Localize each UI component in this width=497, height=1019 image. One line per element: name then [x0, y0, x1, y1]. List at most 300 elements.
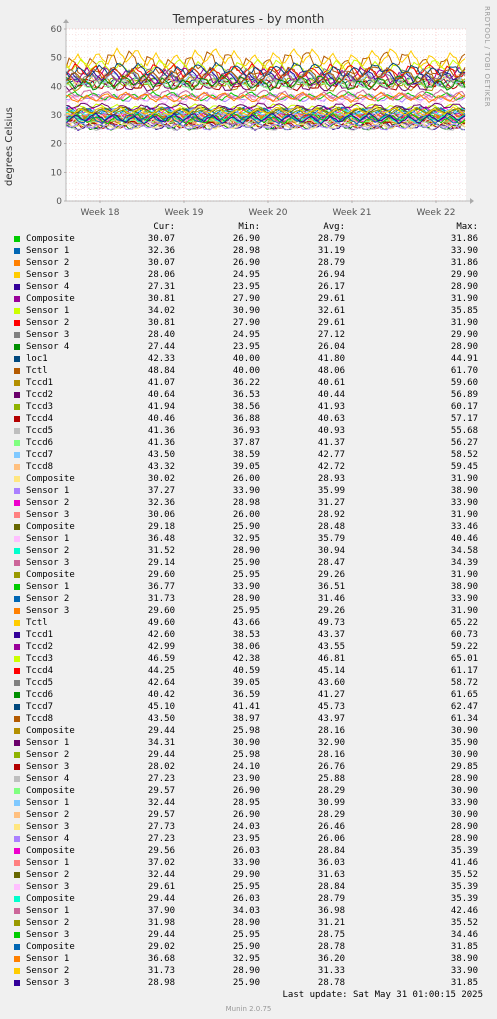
legend-series-name: Sensor 3 [26, 930, 70, 940]
legend-avg-value: 31.33 [317, 966, 345, 976]
legend-series-name: Sensor 4 [26, 774, 70, 784]
legend-series-name: Sensor 3 [26, 330, 70, 340]
legend-avg-value: 42.77 [317, 450, 345, 460]
legend-min-value: 25.95 [232, 606, 260, 616]
legend-min-value: 25.95 [232, 930, 260, 940]
legend-min-value: 40.59 [232, 666, 260, 676]
legend-avg-value: 28.29 [317, 810, 345, 820]
legend-swatch [14, 872, 20, 878]
legend-row [0, 306, 497, 318]
legend-min-value: 26.90 [232, 234, 260, 244]
y-axis-label: degrees Celsius [4, 107, 15, 186]
legend-swatch [14, 548, 20, 554]
legend-avg-value: 28.75 [317, 930, 345, 940]
legend-min-value: 25.95 [232, 570, 260, 580]
legend-max-value: 31.85 [450, 978, 478, 988]
legend-row [0, 282, 497, 294]
legend-row [0, 486, 497, 498]
legend-cur-value: 36.77 [147, 582, 175, 592]
legend-swatch [14, 488, 20, 494]
legend-swatch [14, 860, 20, 866]
legend-cur-value: 37.02 [147, 858, 175, 868]
legend-min-value: 28.90 [232, 966, 260, 976]
legend-series-name: Composite [26, 522, 75, 532]
legend-max-value: 38.90 [450, 582, 478, 592]
legend-avg-value: 25.88 [317, 774, 345, 784]
legend-cur-value: 42.60 [147, 630, 175, 640]
legend-swatch [14, 680, 20, 686]
legend-avg-value: 28.78 [317, 942, 345, 952]
legend-series-name: Composite [26, 474, 75, 484]
legend-swatch [14, 404, 20, 410]
legend-swatch [14, 572, 20, 578]
legend-avg-value: 28.29 [317, 786, 345, 796]
legend-swatch [14, 536, 20, 542]
legend-series-name: Tccd3 [26, 402, 54, 412]
legend-min-value: 28.98 [232, 246, 260, 256]
legend-cur-value: 29.18 [147, 522, 175, 532]
legend-series-name: Sensor 1 [26, 858, 70, 868]
legend-row [0, 438, 497, 450]
legend-series-name: Sensor 1 [26, 738, 70, 748]
legend-cur-value: 37.90 [147, 906, 175, 916]
legend-row [0, 630, 497, 642]
legend-max-value: 28.90 [450, 282, 478, 292]
legend-row [0, 894, 497, 906]
legend-swatch [14, 656, 20, 662]
legend-series-name: Composite [26, 570, 75, 580]
legend-series-name: Sensor 3 [26, 558, 70, 568]
legend-avg-value: 28.16 [317, 750, 345, 760]
legend-min-value: 32.95 [232, 534, 260, 544]
legend-swatch [14, 272, 20, 278]
legend-series-name: Sensor 1 [26, 954, 70, 964]
legend-swatch [14, 716, 20, 722]
legend-swatch [14, 836, 20, 842]
legend-swatch [14, 320, 20, 326]
legend-max-value: 38.90 [450, 486, 478, 496]
legend-series-name: Sensor 2 [26, 318, 70, 328]
column-header-max: Max: [456, 222, 478, 232]
legend-min-value: 24.03 [232, 822, 260, 832]
legend-min-value: 25.90 [232, 942, 260, 952]
legend-min-value: 33.90 [232, 582, 260, 592]
legend-cur-value: 27.23 [147, 774, 175, 784]
legend-row [0, 354, 497, 366]
legend-swatch [14, 956, 20, 962]
munin-version: Munin 2.0.75 [225, 1005, 272, 1013]
legend-row [0, 462, 497, 474]
legend-cur-value: 30.07 [147, 258, 175, 268]
legend-cur-value: 42.33 [147, 354, 175, 364]
legend-swatch [14, 560, 20, 566]
legend-max-value: 42.46 [450, 906, 478, 916]
legend-swatch [14, 800, 20, 806]
legend-series-name: Sensor 2 [26, 918, 70, 928]
legend-swatch [14, 476, 20, 482]
legend-series-name: Sensor 2 [26, 498, 70, 508]
legend-avg-value: 28.79 [317, 234, 345, 244]
legend-series-name: Sensor 1 [26, 582, 70, 592]
legend-min-value: 26.03 [232, 894, 260, 904]
legend-max-value: 33.90 [450, 966, 478, 976]
legend-max-value: 35.52 [450, 870, 478, 880]
legend-row [0, 582, 497, 594]
legend-swatch [14, 500, 20, 506]
legend-avg-value: 27.12 [317, 330, 345, 340]
legend-min-value: 30.90 [232, 738, 260, 748]
legend-row [0, 534, 497, 546]
legend-series-name: Tccd8 [26, 462, 54, 472]
legend-cur-value: 40.42 [147, 690, 175, 700]
legend-cur-value: 27.44 [147, 342, 175, 352]
legend-min-value: 25.98 [232, 750, 260, 760]
legend-swatch [14, 776, 20, 782]
x-axis-arrow [470, 198, 474, 204]
legend-min-value: 41.41 [232, 702, 260, 712]
legend-swatch [14, 284, 20, 290]
legend-series-name: Tccd5 [26, 426, 54, 436]
legend-avg-value: 29.26 [317, 606, 345, 616]
legend-min-value: 25.90 [232, 558, 260, 568]
legend-avg-value: 31.46 [317, 594, 345, 604]
legend-swatch [14, 908, 20, 914]
legend-row [0, 426, 497, 438]
legend-swatch [14, 752, 20, 758]
legend-cur-value: 32.44 [147, 798, 175, 808]
legend-series-name: Tccd4 [26, 666, 54, 676]
legend-cur-value: 27.23 [147, 834, 175, 844]
legend-avg-value: 35.79 [317, 534, 345, 544]
legend-max-value: 31.90 [450, 570, 478, 580]
legend-series-name: Tccd2 [26, 390, 54, 400]
legend-swatch [14, 848, 20, 854]
legend-avg-value: 28.79 [317, 258, 345, 268]
legend-cur-value: 29.14 [147, 558, 175, 568]
legend-max-value: 31.90 [450, 294, 478, 304]
legend-swatch [14, 884, 20, 890]
legend-max-value: 65.01 [450, 654, 478, 664]
legend-cur-value: 32.36 [147, 498, 175, 508]
legend-series-name: Tccd7 [26, 450, 54, 460]
legend-row [0, 258, 497, 270]
legend-cur-value: 29.44 [147, 750, 175, 760]
legend-cur-value: 28.02 [147, 762, 175, 772]
legend-series-name: Sensor 2 [26, 750, 70, 760]
legend-max-value: 29.85 [450, 762, 478, 772]
legend-swatch [14, 596, 20, 602]
legend-max-value: 31.90 [450, 474, 478, 484]
legend-row [0, 762, 497, 774]
legend-max-value: 44.91 [450, 354, 478, 364]
legend-series-name: Sensor 1 [26, 486, 70, 496]
legend-swatch [14, 968, 20, 974]
legend-row [0, 294, 497, 306]
legend-cur-value: 29.44 [147, 930, 175, 940]
legend-cur-value: 29.57 [147, 810, 175, 820]
legend-avg-value: 29.61 [317, 318, 345, 328]
legend-min-value: 26.90 [232, 786, 260, 796]
legend-series-name: Tccd5 [26, 678, 54, 688]
legend-series-name: Sensor 3 [26, 510, 70, 520]
legend-min-value: 42.38 [232, 654, 260, 664]
y-tick-label: 0 [56, 197, 62, 207]
legend-swatch [14, 788, 20, 794]
legend-cur-value: 30.02 [147, 474, 175, 484]
last-update: Last update: Sat May 31 01:00:15 2025 [282, 990, 483, 1000]
legend-row [0, 690, 497, 702]
legend-max-value: 65.22 [450, 618, 478, 628]
legend-avg-value: 28.78 [317, 978, 345, 988]
legend-min-value: 27.90 [232, 318, 260, 328]
legend-max-value: 30.90 [450, 786, 478, 796]
legend-cur-value: 43.50 [147, 450, 175, 460]
legend-max-value: 30.90 [450, 726, 478, 736]
legend-min-value: 28.90 [232, 918, 260, 928]
legend-row [0, 654, 497, 666]
legend-min-value: 40.00 [232, 366, 260, 376]
legend-min-value: 38.53 [232, 630, 260, 640]
rrdtool-watermark: RRDTOOL / TOBI OETIKER [483, 6, 491, 108]
legend-cur-value: 29.44 [147, 894, 175, 904]
legend-series-name: Composite [26, 234, 75, 244]
legend-series-name: Sensor 3 [26, 822, 70, 832]
legend-avg-value: 32.90 [317, 738, 345, 748]
legend-max-value: 38.90 [450, 954, 478, 964]
legend-max-value: 28.90 [450, 774, 478, 784]
legend-min-value: 38.56 [232, 402, 260, 412]
legend-max-value: 30.90 [450, 750, 478, 760]
x-tick-label: Week 20 [248, 208, 288, 215]
legend-cur-value: 31.98 [147, 918, 175, 928]
legend-row [0, 558, 497, 570]
legend-row [0, 726, 497, 738]
legend-avg-value: 26.06 [317, 834, 345, 844]
legend-cur-value: 45.10 [147, 702, 175, 712]
legend-cur-value: 30.06 [147, 510, 175, 520]
legend-swatch [14, 584, 20, 590]
legend-cur-value: 43.50 [147, 714, 175, 724]
legend-row [0, 846, 497, 858]
legend-series-name: Tccd7 [26, 702, 54, 712]
legend-max-value: 28.90 [450, 342, 478, 352]
legend-avg-value: 36.20 [317, 954, 345, 964]
legend-series-name: Sensor 4 [26, 834, 70, 844]
legend-avg-value: 42.72 [317, 462, 345, 472]
legend-row [0, 402, 497, 414]
legend-series-name: Sensor 4 [26, 342, 70, 352]
legend-avg-value: 31.21 [317, 918, 345, 928]
legend-min-value: 33.90 [232, 858, 260, 868]
legend-cur-value: 46.59 [147, 654, 175, 664]
legend-max-value: 33.90 [450, 498, 478, 508]
legend-row [0, 414, 497, 426]
legend-swatch [14, 380, 20, 386]
legend-row [0, 522, 497, 534]
legend-series-name: Sensor 2 [26, 546, 70, 556]
legend-row [0, 882, 497, 894]
legend-max-value: 31.90 [450, 510, 478, 520]
legend-avg-value: 28.84 [317, 846, 345, 856]
legend-avg-value: 31.63 [317, 870, 345, 880]
legend-series-name: Sensor 3 [26, 270, 70, 280]
legend-max-value: 29.90 [450, 270, 478, 280]
legend-cur-value: 28.40 [147, 330, 175, 340]
legend-swatch [14, 728, 20, 734]
legend-cur-value: 28.06 [147, 270, 175, 280]
legend-row [0, 702, 497, 714]
legend-cur-value: 36.48 [147, 534, 175, 544]
legend-cur-value: 27.31 [147, 282, 175, 292]
legend-avg-value: 41.93 [317, 402, 345, 412]
legend-avg-value: 40.63 [317, 414, 345, 424]
legend-min-value: 23.95 [232, 342, 260, 352]
legend-avg-value: 28.84 [317, 882, 345, 892]
legend-series-name: Sensor 3 [26, 762, 70, 772]
legend-avg-value: 28.47 [317, 558, 345, 568]
legend-max-value: 61.17 [450, 666, 478, 676]
legend-cur-value: 36.68 [147, 954, 175, 964]
legend-row [0, 666, 497, 678]
legend-cur-value: 41.36 [147, 438, 175, 448]
legend-max-value: 35.52 [450, 918, 478, 928]
legend-max-value: 57.17 [450, 414, 478, 424]
legend-min-value: 26.00 [232, 474, 260, 484]
column-header-avg: Avg: [323, 222, 345, 232]
legend-row [0, 270, 497, 282]
legend-row [0, 378, 497, 390]
legend-series-name: Tccd4 [26, 414, 54, 424]
legend-max-value: 34.39 [450, 558, 478, 568]
legend-avg-value: 32.61 [317, 306, 345, 316]
column-header-min: Min: [238, 222, 260, 232]
legend-min-value: 36.93 [232, 426, 260, 436]
legend-swatch [14, 944, 20, 950]
legend-series-name: Sensor 2 [26, 870, 70, 880]
legend-row [0, 786, 497, 798]
legend-max-value: 31.90 [450, 606, 478, 616]
legend-row [0, 678, 497, 690]
legend-max-value: 33.90 [450, 594, 478, 604]
legend-row [0, 966, 497, 978]
legend-max-value: 31.86 [450, 234, 478, 244]
legend-series-name: Composite [26, 942, 75, 952]
legend-avg-value: 43.55 [317, 642, 345, 652]
legend-swatch [14, 296, 20, 302]
legend-swatch [14, 920, 20, 926]
legend-max-value: 29.90 [450, 330, 478, 340]
legend-min-value: 28.90 [232, 546, 260, 556]
legend-cur-value: 29.60 [147, 570, 175, 580]
legend-series-name: Sensor 2 [26, 810, 70, 820]
legend-min-value: 24.10 [232, 762, 260, 772]
legend-min-value: 34.03 [232, 906, 260, 916]
y-tick-label: 40 [50, 82, 62, 93]
legend-cur-value: 40.46 [147, 414, 175, 424]
legend-series-name: Tccd6 [26, 690, 54, 700]
legend-min-value: 36.22 [232, 378, 260, 388]
legend-cur-value: 43.32 [147, 462, 175, 472]
legend-cur-value: 31.73 [147, 594, 175, 604]
legend-series-name: Sensor 3 [26, 606, 70, 616]
legend-min-value: 40.00 [232, 354, 260, 364]
legend-cur-value: 27.73 [147, 822, 175, 832]
legend-max-value: 33.46 [450, 522, 478, 532]
legend-max-value: 31.90 [450, 318, 478, 328]
legend-avg-value: 31.19 [317, 246, 345, 256]
legend-min-value: 23.95 [232, 834, 260, 844]
legend-series-name: Composite [26, 294, 75, 304]
legend-row [0, 366, 497, 378]
legend-row [0, 870, 497, 882]
legend-swatch [14, 452, 20, 458]
legend-max-value: 55.68 [450, 426, 478, 436]
legend-cur-value: 31.73 [147, 966, 175, 976]
legend-series-name: Tctl [26, 618, 48, 628]
legend-min-value: 36.88 [232, 414, 260, 424]
legend-row [0, 510, 497, 522]
legend-swatch [14, 608, 20, 614]
legend-swatch [14, 620, 20, 626]
legend-min-value: 26.03 [232, 846, 260, 856]
legend-cur-value: 32.44 [147, 870, 175, 880]
legend-cur-value: 42.64 [147, 678, 175, 688]
legend-min-value: 26.00 [232, 510, 260, 520]
legend-cur-value: 29.61 [147, 882, 175, 892]
legend-min-value: 23.95 [232, 282, 260, 292]
legend-series-name: Composite [26, 786, 75, 796]
legend-min-value: 30.90 [232, 306, 260, 316]
legend-swatch [14, 704, 20, 710]
legend-row [0, 906, 497, 918]
legend-cur-value: 29.60 [147, 606, 175, 616]
legend-swatch [14, 260, 20, 266]
legend-avg-value: 36.98 [317, 906, 345, 916]
legend-row [0, 390, 497, 402]
legend-max-value: 59.60 [450, 378, 478, 388]
legend-series-name: Sensor 1 [26, 306, 70, 316]
legend-cur-value: 30.81 [147, 294, 175, 304]
legend-cur-value: 49.60 [147, 618, 175, 628]
legend-row [0, 606, 497, 618]
legend-cur-value: 44.25 [147, 666, 175, 676]
legend-min-value: 23.90 [232, 774, 260, 784]
legend-max-value: 59.22 [450, 642, 478, 652]
legend-row [0, 342, 497, 354]
legend-swatch [14, 416, 20, 422]
legend-avg-value: 29.26 [317, 570, 345, 580]
legend-max-value: 60.73 [450, 630, 478, 640]
legend-max-value: 28.90 [450, 822, 478, 832]
legend-min-value: 24.95 [232, 270, 260, 280]
y-tick-label: 50 [50, 53, 62, 64]
legend-min-value: 43.66 [232, 618, 260, 628]
legend-min-value: 28.90 [232, 594, 260, 604]
x-tick-label: Week 21 [332, 208, 372, 215]
x-tick-label: Week 18 [80, 208, 120, 215]
legend-max-value: 61.70 [450, 366, 478, 376]
legend-cur-value: 29.57 [147, 786, 175, 796]
column-header-cur: Cur: [153, 222, 175, 232]
legend-swatch [14, 824, 20, 830]
legend-max-value: 35.39 [450, 882, 478, 892]
legend-max-value: 40.46 [450, 534, 478, 544]
legend-max-value: 61.65 [450, 690, 478, 700]
legend-min-value: 38.59 [232, 450, 260, 460]
legend-avg-value: 48.06 [317, 366, 345, 376]
x-tick-label: Week 22 [416, 208, 456, 215]
legend-series-name: loc1 [26, 354, 48, 364]
